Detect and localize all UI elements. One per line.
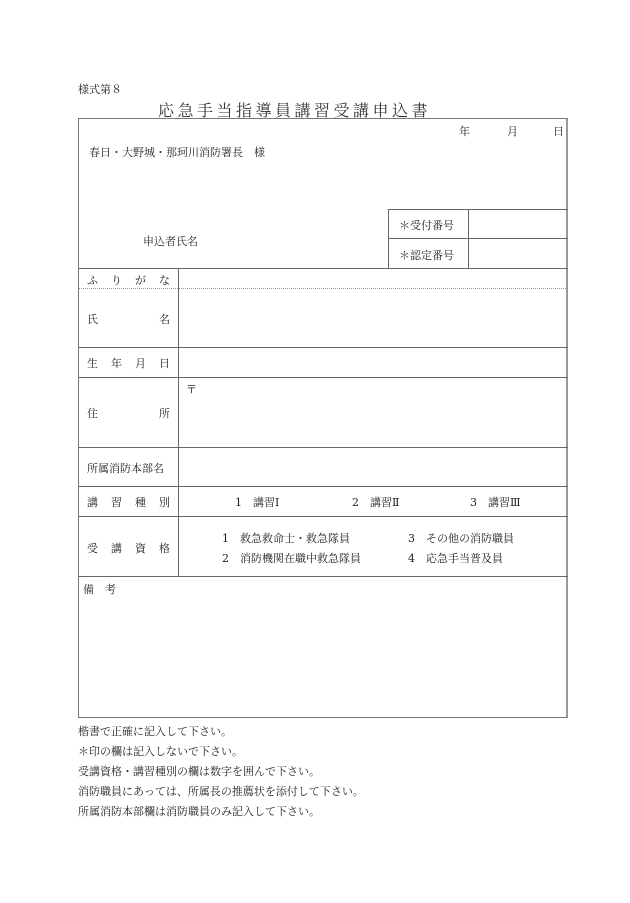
remarks-field[interactable] (80, 597, 566, 715)
label-furigana: ふ り が な (87, 274, 170, 287)
divider (79, 516, 568, 517)
label-birthdate: 生 年 月 日 (87, 357, 170, 370)
page-title: 応急手当指導員講習受講申込書 (158, 101, 432, 120)
fire-dept-field[interactable] (180, 448, 566, 485)
divider (79, 486, 568, 487)
note-4: 消防職員にあっては、所属長の推薦状を添付して下さい。 (78, 785, 364, 798)
postal-mark-icon: 〒 (186, 383, 197, 396)
date-month-label: 月 (507, 125, 518, 138)
label-qualification: 受 講 資 格 (87, 542, 170, 555)
applicant-signature-field[interactable] (219, 219, 387, 264)
course-option-3[interactable]: 3 講習Ⅲ (470, 496, 521, 509)
label-course-type: 講 習 種 別 (87, 496, 170, 509)
divider (79, 576, 568, 577)
application-form-table (78, 118, 568, 718)
address-field[interactable] (180, 378, 566, 446)
course-option-1[interactable]: 1 講習Ⅰ (235, 496, 280, 509)
date-field[interactable] (379, 119, 565, 139)
receipt-number-field[interactable] (470, 210, 565, 237)
divider (388, 209, 389, 268)
applicant-name-label: 申込者氏名 (143, 235, 198, 248)
date-year-label: 年 (459, 125, 470, 138)
label-remarks: 備 考 (83, 583, 116, 596)
certification-number-label: ＊認定番号 (399, 249, 454, 262)
furigana-field[interactable] (180, 269, 566, 287)
label-fire-dept: 所属消防本部名 (87, 462, 164, 475)
divider (79, 288, 568, 289)
note-2: ＊印の欄は記入しないで下さい。 (78, 745, 243, 758)
date-day-label: 日 (553, 125, 564, 138)
note-3: 受講資格・講習種別の欄は数字を囲んで下さい。 (78, 765, 320, 778)
receipt-number-label: ＊受付番号 (399, 219, 454, 232)
qualification-option-4[interactable]: 4 応急手当普及員 (408, 552, 503, 565)
qualification-option-3[interactable]: 3 その他の消防職員 (408, 532, 514, 545)
label-name: 氏 名 (87, 313, 170, 326)
addressee: 春日・大野城・那珂川消防署長 様 (89, 146, 265, 159)
note-5: 所属消防本部欄は消防職員のみ記入して下さい。 (78, 805, 320, 818)
qualification-option-1[interactable]: 1 救急救命士・救急隊員 (222, 532, 350, 545)
label-address: 住 所 (87, 407, 170, 420)
divider (468, 209, 469, 268)
form-number: 様式第８ (78, 83, 122, 96)
name-field[interactable] (180, 290, 566, 346)
divider (178, 268, 179, 576)
certification-number-field[interactable] (470, 239, 565, 267)
course-option-2[interactable]: 2 講習Ⅱ (352, 496, 400, 509)
qualification-option-2[interactable]: 2 消防機関在職中救急隊員 (222, 552, 361, 565)
note-1: 楷書で正確に記入して下さい。 (78, 725, 232, 738)
birthdate-field[interactable] (180, 348, 566, 376)
